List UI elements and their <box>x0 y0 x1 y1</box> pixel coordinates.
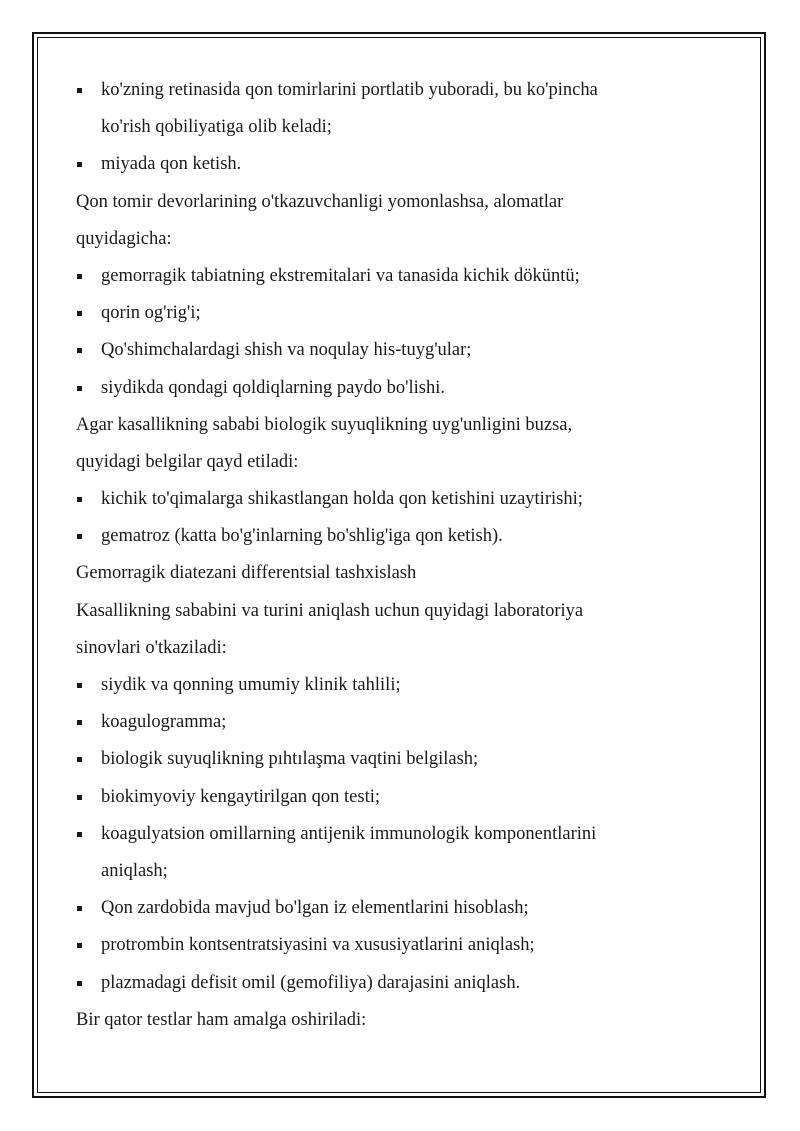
bullet-icon <box>77 795 82 800</box>
list-item <box>76 890 716 927</box>
bullet-icon <box>77 534 82 539</box>
list-item-text: plazmadagi defisit omil (gemofiliya) darajasini aniqlash. <box>101 972 521 993</box>
paragraph-line <box>76 1002 716 1039</box>
bullet-icon <box>77 906 82 911</box>
bullet-icon <box>77 162 82 167</box>
bullet-icon <box>77 832 82 837</box>
list-item-text: aniqlash; <box>101 860 168 881</box>
list-item-text: siydik va qonning umumiy klinik tahlili; <box>101 675 401 695</box>
paragraph-text: sinovlari o'tkaziladi: <box>76 637 227 658</box>
list-item <box>76 965 716 1002</box>
list-item-text: koagulogramma; <box>101 712 227 733</box>
list-item <box>76 667 716 704</box>
list-item <box>76 72 716 109</box>
list-item-text: gematroz (katta bo'g'inlarning bo'shlig'iga qon ketish). <box>101 526 503 547</box>
bullet-icon <box>77 348 82 353</box>
paragraph-text: Agar kasallikning sababi biologik suyuqlikning uyg'unligini buzsa, <box>76 414 573 435</box>
list-item-text: siydikda qondagi qoldiqlarning paydo bo'lishi. <box>101 377 446 398</box>
paragraph-line <box>76 407 716 444</box>
paragraph-text: quyidagicha: <box>76 228 172 249</box>
paragraph-text: Qon tomir devorlarining o'tkazuvchanligi yomonlashsa, alomatlar <box>76 191 564 212</box>
paragraph-text: Bir qator testlar ham amalga oshiriladi: <box>76 1009 367 1030</box>
heading-text: Gemorragik diatezani differentsial tashxislash <box>76 563 417 584</box>
bullet-icon <box>77 757 82 762</box>
paragraph-line <box>76 221 716 258</box>
list-item-text: Qon zardobida mavjud bo'lgan iz elementlarini hisoblash; <box>101 898 529 919</box>
list-item-text: ko'rish qobiliyatiga olib keladi; <box>101 117 332 138</box>
list-item <box>76 295 716 332</box>
list-item <box>76 146 716 183</box>
paragraph-line <box>76 444 716 481</box>
list-item <box>76 927 716 964</box>
list-item-continuation <box>76 109 716 146</box>
list-item <box>76 704 716 741</box>
bullet-icon <box>77 943 82 948</box>
list-item <box>76 518 716 555</box>
list-item-continuation <box>76 853 716 890</box>
list-item-text: Qo'shimchalardagi shish va noqulay his-tuyg'ular; <box>101 340 472 361</box>
bullet-icon <box>77 311 82 316</box>
list-item-text: ko'zning retinasida qon tomirlarini portlatib yuboradi, bu ko'pincha <box>101 80 598 100</box>
bullet-icon <box>77 683 82 688</box>
list-item-text: biologik suyuqlikning pıhtılaşma vaqtini belgilash; <box>101 749 479 770</box>
list-item-text: kichik to'qimalarga shikastlangan holda qon ketishini uzaytirishi; <box>101 489 583 510</box>
section-heading <box>76 555 716 592</box>
bullet-icon <box>77 497 82 502</box>
paragraph-line <box>76 593 716 630</box>
bullet-icon <box>77 720 82 725</box>
document-body <box>76 72 716 1039</box>
bullet-icon <box>77 88 82 93</box>
paragraph-text: quyidagi belgilar qayd etiladi: <box>76 451 299 472</box>
list-item <box>76 481 716 518</box>
list-item-text: koagulyatsion omillarning antijenik immunologik komponentlarini <box>101 823 597 844</box>
list-item-text: gemorragik tabiatning ekstremitalari va tanasida kichik döküntü; <box>101 265 580 286</box>
paragraph-line <box>76 184 716 221</box>
list-item-text: biokimyoviy kengaytirilgan qon testi; <box>101 786 381 807</box>
list-item-text: protrombin kontsentratsiyasini va xususiyatlarini aniqlash; <box>101 935 535 956</box>
bullet-icon <box>77 981 82 986</box>
list-item-text: qorin og'rig'i; <box>101 303 201 324</box>
list-item <box>76 370 716 407</box>
list-item <box>76 741 716 778</box>
list-item <box>76 258 716 295</box>
bullet-icon <box>77 386 82 391</box>
list-item <box>76 816 716 853</box>
bullet-icon <box>77 274 82 279</box>
paragraph-line <box>76 630 716 667</box>
list-item <box>76 332 716 369</box>
list-item-text: miyada qon ketish. <box>101 154 242 175</box>
list-item <box>76 779 716 816</box>
paragraph-text: Kasallikning sababini va turini aniqlash uchun quyidagi laboratoriya <box>76 600 584 621</box>
